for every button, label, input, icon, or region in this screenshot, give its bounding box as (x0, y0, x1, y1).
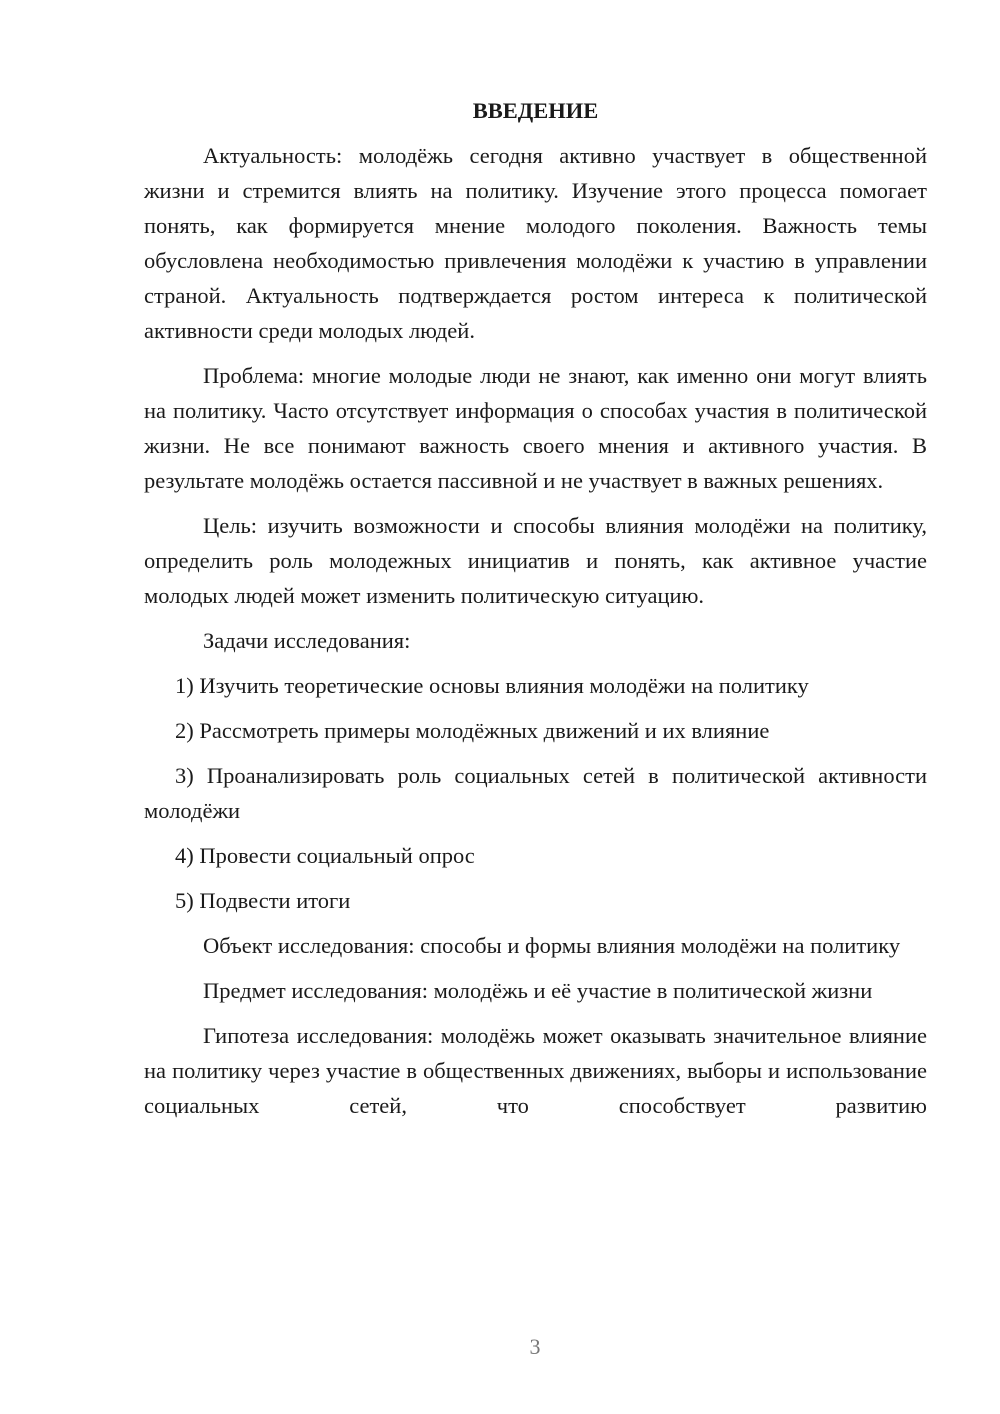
task-item: 4) Провести социальный опрос (175, 843, 475, 868)
page-number: 3 (529, 1334, 541, 1359)
task-item: 3) Проанализировать роль социальных сетей в политической активности молодёжи (144, 763, 927, 823)
hypothesis-paragraph: Гипотеза исследования: молодёжь может оказывать значительное влияние на политику через участие в общественных движениях, выборы и использование социальных сетей, что способствует развитию (144, 1023, 927, 1118)
object-paragraph: Объект исследования: способы и формы влияния молодёжи на политику (203, 933, 901, 958)
tasks-heading: Задачи исследования: (203, 628, 411, 653)
task-item: 1) Изучить теоретические основы влияния молодёжи на политику (175, 673, 809, 698)
task-item: 2) Рассмотреть примеры молодёжных движений и их влияние (175, 718, 770, 743)
relevance-paragraph: Актуальность: молодёжь сегодня активно участвует в общественной жизни и стремится влиять на политику. Изучение этого процесса помогает понять, как формируется мнение молодого поколения. Важность темы обусловлена необходимостью привлечения молодёжи к участию в управлении страной. Актуальность подтверждается ростом интереса к политической активности среди молодых людей. (144, 143, 927, 343)
page-title: ВВЕДЕНИЕ (472, 98, 599, 123)
problem-paragraph: Проблема: многие молодые люди не знают, как именно они могут влиять на политику. Часто отсутствует информация о способах участия в политической жизни. Не все понимают важность своего мнения и активного участия. В результате молодёжь остается пассивной и не участвует в важных решениях. (144, 363, 927, 493)
page-content (144, 93, 927, 1133)
task-item: 5) Подвести итоги (175, 888, 351, 913)
goal-paragraph: Цель: изучить возможности и способы влияния молодёжи на политику, определить роль молодежных инициатив и понять, как активное участие молодых людей может изменить политическую ситуацию. (144, 513, 927, 608)
subject-paragraph: Предмет исследования: молодёжь и её участие в политической жизни (203, 978, 873, 1003)
